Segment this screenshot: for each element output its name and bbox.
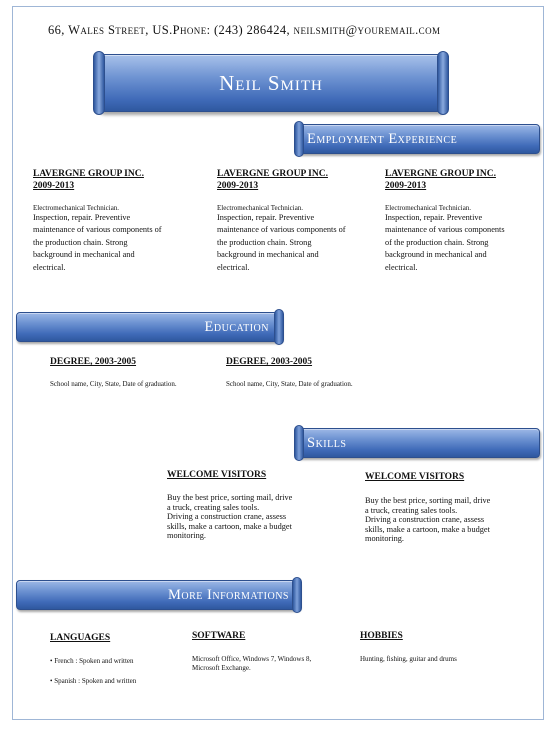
skills-banner	[296, 428, 540, 458]
name-banner	[98, 54, 444, 112]
language-item: • Spanish : Spoken and written	[50, 677, 137, 685]
job-role: Electromechanical Technician.	[33, 204, 120, 212]
candidate-name: Neil Smith	[219, 70, 323, 95]
job-description: Inspection, repair. Preventive maintenance of various components of the production chain. Strong background in mechanical and electrical.	[33, 213, 162, 272]
job-description: Inspection, repair. Preventive maintenance of various components of the production chain. Strong background in mechanical and electrical.	[385, 213, 505, 272]
education-heading: Education	[204, 318, 269, 335]
job-role: Electromechanical Technician.	[385, 204, 472, 212]
skill-description: Buy the best price, sorting mail, drive a truck, creating sales tools. Driving a construction crane, assess skills, make a cartoon, make a budget monitoring.	[365, 496, 491, 543]
job-company: LAVERGNE GROUP INC.	[33, 169, 144, 179]
job-company: LAVERGNE GROUP INC.	[385, 169, 496, 179]
job-years: 2009-2013	[385, 181, 427, 191]
education-banner	[16, 312, 282, 342]
employment-heading: Employment Experience	[307, 130, 458, 147]
job-years: 2009-2013	[33, 181, 75, 191]
more-info-heading: More Informations	[168, 586, 289, 603]
software-title: SOFTWARE	[192, 631, 246, 641]
language-item: • French : Spoken and written	[50, 657, 134, 665]
employment-banner	[296, 124, 540, 154]
degree-detail: School name, City, State, Date of graduation.	[50, 380, 177, 388]
skill-description: Buy the best price, sorting mail, drive a truck, creating sales tools. Driving a construction crane, assess skills, make a cartoon, make a budget monitoring.	[167, 493, 293, 540]
hobbies-detail: Hunting, fishing, guitar and drums	[360, 655, 457, 663]
skills-heading: Skills	[307, 434, 347, 451]
job-company: LAVERGNE GROUP INC.	[217, 169, 328, 179]
job-description: Inspection, repair. Preventive maintenance of various components of the production chain. Strong background in mechanical and electrical.	[217, 213, 346, 272]
skill-title: WELCOME VISITORS	[167, 470, 267, 480]
degree-title: DEGREE, 2003-2005	[50, 357, 137, 367]
skill-title: WELCOME VISITORS	[365, 472, 465, 482]
job-role: Electromechanical Technician.	[217, 204, 304, 212]
more-info-banner	[16, 580, 300, 610]
contact-line: 66, Wales Street, US.Phone: (243) 286424, neilsmith@youremail.com	[48, 23, 441, 37]
software-detail: Microsoft Office, Windows 7, Windows 8, Microsoft Exchange.	[192, 655, 312, 672]
languages-title: LANGUAGES	[50, 633, 111, 643]
job-years: 2009-2013	[217, 181, 259, 191]
degree-title: DEGREE, 2003-2005	[226, 357, 313, 367]
degree-detail: School name, City, State, Date of graduation.	[226, 380, 353, 388]
hobbies-title: HOBBIES	[360, 631, 403, 641]
